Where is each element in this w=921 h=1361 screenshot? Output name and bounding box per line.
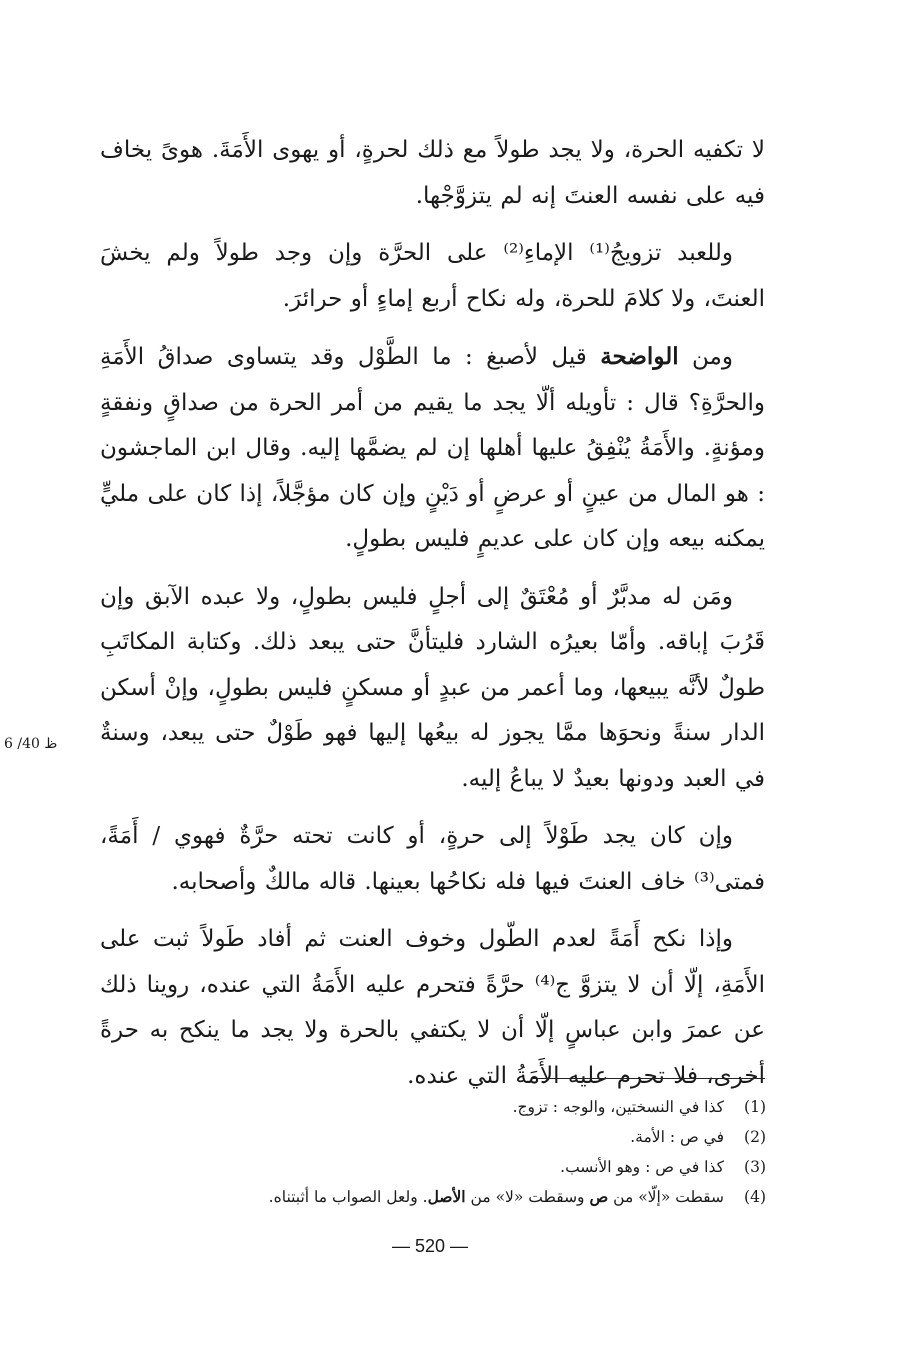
body-text xyxy=(100,128,765,1111)
source-title-bold: الواضحة xyxy=(600,343,679,370)
footnote-number: (3) xyxy=(744,1158,766,1176)
footnote-text: في ص : الأمة. xyxy=(630,1128,724,1146)
footnote-4 xyxy=(160,1182,766,1212)
footnote-text-part: . ولعل الصواب ما أثبتناه. xyxy=(268,1188,428,1206)
footnote-1 xyxy=(160,1092,766,1122)
paragraph-3 xyxy=(100,334,765,563)
paragraph-text: وللعبد تزويجُ⁽¹⁾ الإماءِ⁽²⁾ على الحرَّة وإن وجد طولاً ولم يخشَ العنتَ، ولا كلامَ للحرة، وله نكاح أربع إماءٍ أو حرائرَ. xyxy=(100,240,765,312)
footnote-separator-rule xyxy=(532,1078,765,1079)
page-number: — 520 — xyxy=(391,1236,469,1256)
footnote-number: (1) xyxy=(744,1098,766,1116)
paragraph-6 xyxy=(100,917,765,1099)
footnote-text-part: وسقطت «لا» من xyxy=(465,1188,590,1206)
footnote-text xyxy=(160,1182,724,1212)
footnote-number: (4) xyxy=(744,1188,766,1206)
footnote-text-part: سقطت «إلّا» من xyxy=(608,1188,724,1206)
paragraph-1 xyxy=(100,128,765,219)
footnote-2 xyxy=(160,1122,766,1152)
paragraph-text: وإن كان يجد طَوْلاً إلى حرةٍ، أو كانت تحته حرَّةٌ فهوي / أَمَةً، فمتى⁽³⁾ خاف العنتَ فيها فله نكاحُها بعينها. قاله مالكٌ وأصحابه. xyxy=(100,823,765,895)
footnote-number: (2) xyxy=(744,1128,766,1146)
paragraph-text: لا تكفيه الحرة، ولا يجد طولاً مع ذلك لحرةٍ، أو يهوى الأَمَةَ. هوىً يخاف فيه على نفسه العنتَ إنه لم يتزوَّجْها. xyxy=(100,137,765,209)
footnote-text: كذا في ص : وهو الأنسب. xyxy=(560,1158,724,1176)
paragraph-2 xyxy=(100,231,765,322)
footnotes xyxy=(160,1092,766,1212)
footnote-text: كذا في النسختين، والوجه : تزوج. xyxy=(512,1098,724,1116)
paragraph-5 xyxy=(100,814,765,905)
manuscript-siglum-bold: ص xyxy=(589,1187,609,1206)
paragraph-text: ومَن له مدبَّرٌ أو مُعْتَقٌ إلى أجلٍ فليس بطولٍ، ولا عبده الآبق وإن قَرُبَ إباقه. وأمّا بعيرُه الشارد فليتأنَّ حتى يبعد ذلك. وكتابة المكاتَبِ طولٌ لأنَّه يبيعها، وما أعمر من عبدٍ أو مسكنٍ فليس بطولٍ، وإنْ أسكن الدار سنةً ونحوَها ممَّا يجوز له بيعُها إليها فهو طَوْلٌ حتى يبعد، وسنةٌ في العبد ودونها بعيدٌ لا يباعُ إليه. xyxy=(100,583,765,792)
paragraph-text: قيل لأصبغ : ما الطَّوْل وقد يتساوى صداقُ الأَمَةِ والحرَّةِ؟ قال : تأويله ألّا يجد ما يقيم من أمر الحرة من صداقٍ ونفقةٍ ومؤنةٍ. والأَمَةُ يُنْفِقُ عليها أهلها إن لم يضمَّها إليه. وقال ابن الماجشون : هو المال من عينٍ أو عرضٍ أو دَيْنٍ وإن كان مؤجَّلاً، إذا كان على مليٍّ يمكنه بيعه وإن كان على عديمٍ فليس بطولٍ. xyxy=(100,344,765,552)
footnote-3 xyxy=(160,1152,766,1182)
manuscript-folio-marginal-note: 6 /40 ظ xyxy=(4,736,58,752)
paragraph-lead-prefix: ومن xyxy=(678,344,733,370)
paragraph-text: وإذا نكح أَمَةً لعدم الطّول وخوف العنت ثم أفاد طَولاً ثبت على الأَمَةِ، إلّا أن لا يتزوَّ ج⁽⁴⁾ حرَّةً فتحرم عليه الأَمَةُ التي عنده، روينا ذلك عن عمرَ وابن عباسٍ إلّا أن لا يكتفي بالحرة ولا يجد ما ينكح به حرةً أخرى، فلا تحرم عليه الأَمَةُ التي عنده. xyxy=(100,926,765,1089)
paragraph-4 xyxy=(100,575,765,803)
manuscript-siglum-bold: الأصل xyxy=(427,1187,466,1206)
